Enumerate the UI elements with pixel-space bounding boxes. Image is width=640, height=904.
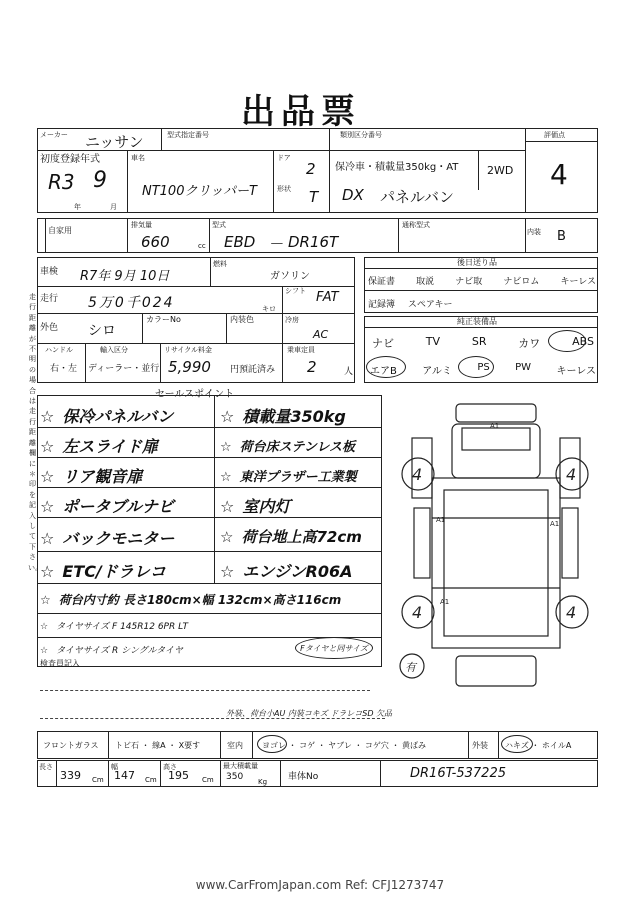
color-label: 外色	[40, 323, 59, 333]
mileage-value: 5万0千024	[88, 295, 175, 311]
sales-point-left-1: ☆ 保冷パネルバン	[40, 407, 174, 426]
grade-score-value: 4	[550, 158, 568, 191]
sales-point-right-6: ☆ エンジンR06A	[220, 562, 353, 581]
maker-label: メーカー	[40, 131, 68, 139]
sales-point-tire-front: ☆ タイヤサイズ F 145R12 6PR LT	[40, 622, 188, 632]
km-unit: キロ	[262, 305, 276, 313]
shape-label: 形状	[277, 185, 291, 193]
car-name-label: 車名	[131, 154, 145, 162]
drive-value: 2WD	[487, 164, 514, 177]
rear-bumper-shape	[456, 656, 536, 686]
model-label: 型式	[212, 221, 226, 229]
import-label: 輸入区分	[100, 346, 128, 354]
displacement-label: 排気量	[131, 221, 152, 229]
documents-row1	[368, 274, 596, 287]
color-value: シロ	[88, 323, 116, 339]
equipment-header: 純正装備品	[457, 317, 497, 326]
sales-point-right-1: ☆ 積載量350kg	[220, 407, 346, 426]
capacity-label: 乗車定員	[287, 346, 315, 354]
persons-unit: 人	[344, 367, 354, 377]
tire-score-rr: 4	[566, 603, 577, 622]
cargo-roof-shape	[444, 490, 548, 636]
max-load-unit: Kg	[258, 778, 268, 786]
recycle-value: 5,990	[168, 358, 211, 376]
scratch-circle-mark	[501, 735, 533, 753]
doc-record: 記録簿	[368, 300, 396, 310]
windshield-options: トビ石 ・ 線A ・ X要す	[115, 741, 201, 750]
ps-circle-mark	[458, 356, 494, 378]
mileage-label: 走行	[40, 294, 59, 304]
mark-a1-rear: A1	[440, 598, 450, 606]
sales-point-left-2: ☆ 左スライド扉	[40, 437, 158, 456]
model-cert-label: 型式指定番号	[167, 131, 209, 139]
dirt-circle-mark	[257, 735, 287, 753]
inspection-label: 車検	[40, 267, 59, 277]
tire-note: Fタイヤと同サイズ	[300, 643, 368, 653]
recycle-unit: 円預託済み	[230, 365, 276, 375]
recycle-label: リサイクル料金	[164, 346, 213, 354]
abs-circle-mark	[548, 330, 586, 352]
month-suffix: 月	[110, 203, 117, 211]
interior-cond-options: ヨゴレ ・ コゲ ・ ヤブレ ・ コゲ穴 ・ 黄ばみ	[262, 741, 427, 750]
width-value: 147	[114, 769, 135, 782]
displacement-value: 660	[141, 233, 170, 251]
interior-color-label: 内装色	[230, 315, 254, 324]
sales-point-left-4: ☆ ポータブルナビ	[40, 497, 174, 516]
ac-label: 冷房	[285, 316, 299, 324]
spare-tire-mark: 有	[405, 661, 416, 674]
chassis-label: 車体No	[288, 772, 319, 782]
interior-grade: B	[557, 229, 566, 244]
body-type: パネルバン	[380, 188, 454, 206]
length-value: 339	[60, 769, 81, 782]
interior-label: 内装	[527, 228, 541, 236]
tire-score-fl: 4	[412, 465, 423, 484]
tire-score-fr: 4	[566, 465, 577, 484]
left-panel-shape	[414, 508, 430, 578]
equip-airbag: エアB	[370, 366, 397, 377]
fuel-value: ガソリン	[270, 271, 310, 282]
year-era: R3	[48, 170, 75, 194]
handle-label: ハンドル	[45, 346, 73, 354]
equip-tv: TV	[425, 335, 441, 348]
sales-point-tire-rear: ☆ タイヤサイズ R シングルタイヤ	[40, 646, 183, 656]
category-label: 類別区分番号	[340, 131, 382, 139]
equip-nav: ナビ	[372, 337, 394, 350]
airbag-circle-mark	[366, 356, 406, 378]
height-value: 195	[168, 769, 189, 782]
mark-a1-front: A1	[490, 422, 500, 430]
equip-sr: SR	[471, 335, 487, 348]
shift-label: シフト	[285, 287, 306, 295]
fuel-label: 燃料	[213, 260, 227, 268]
model-code: DR16T	[288, 233, 339, 251]
sheet-title: 出品票	[241, 92, 361, 132]
equip-alloy: アルミ	[422, 366, 452, 377]
remarks: 外装、荷台小AU 内装コキズ ドラレコSD 欠品	[226, 709, 393, 718]
height-unit: Cm	[202, 776, 214, 784]
max-load-label: 最大積載量	[223, 762, 258, 770]
vehicle-damage-diagram	[392, 398, 598, 700]
year-number: 9	[93, 168, 107, 193]
spec-value: 保冷車・積載量350kg・AT	[335, 162, 459, 173]
doors-value: 2	[306, 160, 316, 178]
ac-value: AC	[313, 328, 329, 341]
sales-point-left-6: ☆ ETC/ドラレコ	[40, 562, 166, 581]
color-no-label: カラーNo	[146, 315, 181, 324]
exterior-cond-label: 外装	[472, 741, 488, 750]
grade-score-label: 評価点	[544, 131, 565, 139]
sales-point-left-5: ☆ バックモニター	[40, 529, 175, 548]
footer-ref: www.CarFromJapan.com Ref: CFJ1273747	[195, 878, 445, 892]
model-dash: －	[268, 235, 284, 253]
max-load-value: 350	[226, 772, 244, 782]
doc-nav-rom: ナビロム	[503, 277, 540, 287]
front-bumper-shape	[456, 404, 536, 422]
tire-note-oval	[295, 637, 373, 659]
doors-label: ドア	[277, 154, 291, 162]
inspection-date: R7年 9月 10日	[80, 269, 170, 284]
maker-value: ニッサン	[85, 133, 144, 151]
cab-shape	[452, 424, 540, 478]
right-panel-shape	[562, 508, 578, 578]
equip-ps: PS	[477, 362, 490, 373]
inspector-label: 検査員記入	[40, 659, 80, 668]
documents-header: 後日送り品	[457, 258, 497, 267]
side-note: 走行距離が不明の場合は走行距離欄に＊印を記入して下さい。	[28, 293, 42, 572]
equip-keyless: キーレス	[556, 366, 596, 377]
sales-point-right-3: ☆ 東洋プラザー工業製	[220, 470, 357, 485]
shape-value: T	[309, 188, 319, 206]
capacity-value: 2	[307, 358, 317, 376]
sales-points-header: セールスポイント	[155, 389, 235, 400]
windshield-shape	[462, 428, 530, 450]
handle-value: 右・左	[50, 364, 78, 374]
length-unit: Cm	[92, 776, 104, 784]
usage-value: 自家用	[48, 226, 72, 235]
sales-point-right-5: ☆ 荷台地上高72cm	[220, 528, 362, 546]
exterior-cond-options: ハキズ ・ ホイルA	[505, 741, 572, 750]
equip-leather: カワ	[518, 337, 541, 350]
cargo-body-shape	[432, 478, 560, 648]
equip-abs: ABS	[572, 335, 594, 348]
windshield-label: フロントガラス	[43, 741, 99, 750]
interior-cond-label: 室内	[227, 741, 243, 750]
equip-pw: PW	[515, 362, 532, 373]
cc-unit: cc	[198, 242, 206, 250]
width-unit: Cm	[145, 776, 157, 784]
mark-a1-right: A1	[550, 520, 560, 528]
sales-point-cargo-dims: ☆ 荷台内寸約 長さ180cm×幅 132cm×高さ116cm	[40, 593, 342, 607]
sales-point-right-2: ☆ 荷台床ステンレス板	[220, 440, 356, 455]
sales-point-left-3: ☆ リア観音扉	[40, 467, 143, 486]
first-reg-label: 初度登録年式	[40, 154, 100, 165]
doc-manual: 取説	[416, 277, 435, 287]
year-suffix: 年	[74, 203, 81, 211]
sales-point-right-4: ☆ 室内灯	[220, 497, 291, 516]
height-label: 高さ	[163, 763, 177, 771]
doc-nav-manual: ナビ取	[455, 277, 483, 287]
import-value: ディーラー・並行	[88, 364, 160, 374]
width-label: 幅	[111, 763, 118, 771]
doc-spare-key: スペアキー	[407, 300, 453, 310]
mark-a1-left: A1	[436, 516, 446, 524]
chassis-value: DR16T-537225	[410, 766, 506, 781]
model-prefix: EBD	[224, 233, 256, 251]
car-name-value: NT100クリッパーT	[142, 184, 257, 199]
shift-value: FAT	[316, 290, 339, 305]
doc-keyless: キーレス	[560, 277, 596, 287]
grade-name: DX	[342, 186, 364, 204]
tire-score-rl: 4	[412, 603, 423, 622]
documents-row2	[368, 297, 453, 310]
length-label: 長さ	[39, 763, 53, 771]
model-designation-label: 通称型式	[402, 221, 430, 229]
doc-warranty: 保証書	[368, 277, 396, 287]
